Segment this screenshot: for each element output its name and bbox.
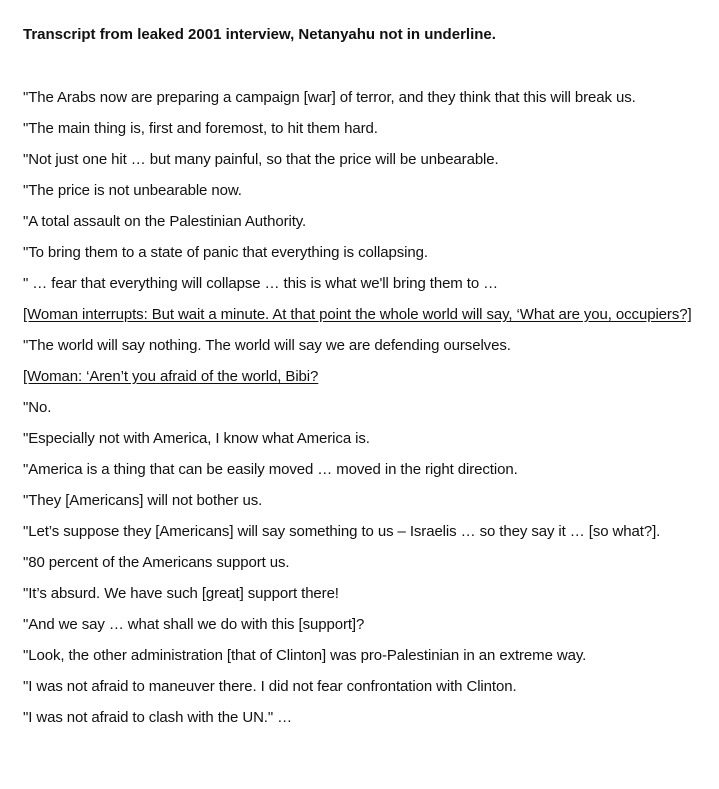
transcript-line: "I was not afraid to maneuver there. I did not fear confrontation with Clinton. <box>23 678 517 695</box>
transcript-line: "I was not afraid to clash with the UN." … <box>23 709 293 726</box>
transcript-line: "The main thing is, first and foremost, to hit them hard. <box>23 120 378 137</box>
transcript-line: "The Arabs now are preparing a campaign [war] of terror, and they think that this will break us. <box>23 89 636 106</box>
transcript-line: "The world will say nothing. The world will say we are defending ourselves. <box>23 337 511 354</box>
transcript-line: "No. <box>23 399 52 416</box>
transcript-line: "Let’s suppose they [Americans] will say something to us – Israelis … so they say it … [so what?]. <box>23 523 661 540</box>
document-title: Transcript from leaked 2001 interview, Netanyahu not in underline. <box>23 26 496 43</box>
transcript-line: "The price is not unbearable now. <box>23 182 242 199</box>
transcript-line: "Especially not with America, I know what America is. <box>23 430 370 447</box>
transcript-line: "80 percent of the Americans support us. <box>23 554 290 571</box>
transcript-line: "To bring them to a state of panic that everything is collapsing. <box>23 244 428 261</box>
interviewer-line: [Woman: ‘Aren’t you afraid of the world, Bibi? <box>23 368 319 385</box>
transcript-line: "Not just one hit … but many painful, so that the price will be unbearable. <box>23 151 499 168</box>
transcript-line: " … fear that everything will collapse … this is what we'll bring them to … <box>23 275 499 292</box>
transcript-line: "America is a thing that can be easily moved … moved in the right direction. <box>23 461 518 478</box>
transcript-line: "And we say … what shall we do with this [support]? <box>23 616 365 633</box>
transcript-body <box>23 87 699 738</box>
transcript-line: "They [Americans] will not bother us. <box>23 492 263 509</box>
transcript-line: "Look, the other administration [that of Clinton] was pro-Palestinian in an extreme way. <box>23 647 587 664</box>
transcript-line: "It’s absurd. We have such [great] support there! <box>23 585 339 602</box>
transcript-line: "A total assault on the Palestinian Authority. <box>23 213 307 230</box>
interviewer-line: [Woman interrupts: But wait a minute. At that point the whole world will say, ‘What are you, occupiers?] <box>23 306 692 323</box>
